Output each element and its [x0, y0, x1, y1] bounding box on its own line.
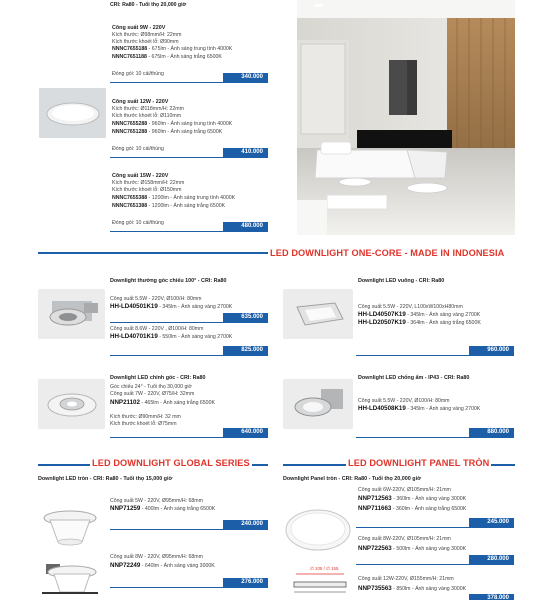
global-model-2: NNP72249 - 640lm - Ánh sáng vàng 3000K: [110, 562, 215, 569]
global-downlight-side-icon: [38, 558, 103, 600]
price-rule: [110, 355, 268, 356]
section-heading-onecore: LED DOWNLIGHT ONE-CORE - MADE IN INDONESIA: [270, 248, 505, 258]
product-photo: [39, 88, 106, 138]
product-photo: [283, 289, 353, 339]
onecore-b-model-2: HH-LD20507K19 - 364lm - Ánh sáng trắng 6500K: [358, 319, 481, 326]
global-spec-2: Công suất 8W - 220V, Ø95mm/H: 68mm: [110, 554, 203, 560]
top-p1-cutout: Kích thước khoét lỗ: Ø90mm: [112, 39, 179, 45]
diagram-label: ∅ 105 / ∅ 155: [310, 566, 339, 571]
price-rule: [356, 437, 514, 438]
living-room-image: [297, 0, 515, 235]
price-badge: 960.000: [469, 346, 514, 355]
onecore-a-spec-1: Công suất 5.5W - 220V, Ø100/H: 80mm: [110, 296, 202, 302]
price-rule: [356, 564, 514, 565]
price-badge: 635.000: [223, 313, 268, 322]
global-model-1: NNP71259 - 400lm - Ánh sáng trắng 6500K: [110, 505, 216, 512]
price-rule: [110, 322, 268, 323]
onecore-d-title: Downlight LED chống ẩm - IP43 - CRI: Ra80: [358, 375, 470, 381]
panel-dimension-diagram: [288, 568, 352, 598]
price-badge: 640.000: [223, 428, 268, 437]
top-p3-size: Kích thước: Ø158mm/H: 22mm: [112, 180, 185, 186]
price-rule: [110, 437, 268, 438]
price-badge: 280.000: [469, 555, 514, 564]
section-heading-global: LED DOWNLIGHT GLOBAL SERIES: [92, 458, 250, 468]
adjustable-downlight-icon: [38, 379, 105, 429]
price-rule: [356, 527, 514, 528]
top-p3-model-2: NNNC7651388 - 1200lm - Ánh sáng trắng 6500K: [112, 203, 226, 209]
onecore-c-spec-1: Góc chiếu 24° - Tuổi thọ 30,000 giờ: [110, 384, 192, 390]
moisture-proof-downlight-icon: [283, 379, 353, 429]
price-badge: 825.000: [223, 346, 268, 355]
panel-spec-1: Công suất 6W-220V, Ø105mm/H: 21mm: [358, 487, 451, 493]
global-title: Downlight LED tròn - CRI: Ra80 - Tuổi thọ 15,000 giờ: [38, 476, 173, 482]
top-header: CRI: Ra80 - Tuổi thọ 20,000 giờ: [110, 2, 187, 8]
onecore-c-cutout: Kích thước khoét lỗ: Ø75mm: [110, 421, 177, 427]
top-p2-size: Kích thước: Ø118mm/H: 22mm: [112, 106, 184, 112]
price-rule: [110, 587, 268, 588]
onecore-b-title: Downlight LED vuông - CRI: Ra80: [358, 278, 445, 284]
onecore-b-spec-1: Công suất 5.5W - 220V, L100xW100xH80mm: [358, 304, 463, 310]
section-heading-panel: LED DOWNLIGHT PANEL TRÒN: [348, 458, 490, 468]
price-rule: [110, 82, 268, 83]
price-badge: 340.000: [223, 73, 268, 82]
downlight-icon: [38, 289, 105, 339]
section-rule: [38, 252, 288, 254]
onecore-a-title: Downlight thường góc chiếu 100° - CRI: Ra80: [110, 278, 227, 284]
top-p3-cutout: Kích thước khoét lỗ: Ø150mm: [112, 187, 182, 193]
global-downlight-icon: [38, 502, 103, 552]
interior-photo: [297, 0, 515, 235]
onecore-d-spec-1: Công suất 5.5W - 220V, Ø100/H: 80mm: [358, 398, 450, 404]
panel-title: Downlight Panel tròn - CRI: Ra80 - Tuổi thọ 20,000 giờ: [283, 476, 421, 482]
price-rule: [356, 355, 514, 356]
panel-model-1: NNP712563 - 360lm - Ánh sáng vàng 3000K: [358, 495, 467, 502]
product-photo: [38, 289, 105, 339]
onecore-c-spec-2: Công suất 7W - 220V, Ø75/H: 32mm: [110, 391, 195, 397]
top-p1-model-2: NNNC7651188 - 675lm - Ánh sáng trắng 6500K: [112, 54, 222, 60]
global-spec-1: Công suất 5W - 220V, Ø95mm/H: 68mm: [110, 498, 203, 504]
price-rule: [110, 529, 268, 530]
price-badge: 378.000: [469, 594, 514, 600]
price-badge: 880.000: [469, 428, 514, 437]
panel-model-3: NNP722563 - 500lm - Ánh sáng vàng 3000K: [358, 545, 467, 552]
top-p1-model-1: NNNC7655188 - 675lm - Ánh sáng trung tính 4000K: [112, 46, 233, 52]
onecore-c-title: Downlight LED chỉnh góc - CRI: Ra80: [110, 375, 206, 381]
top-p1-title: Công suất 9W - 220V: [112, 25, 166, 31]
product-photo: [283, 379, 353, 429]
top-p2-model-2: NNNC7651288 - 960lm - Ánh sáng trắng 6500K: [112, 129, 223, 135]
top-p1-size: Kích thước: Ø98mm/H: 22mm: [112, 32, 182, 38]
onecore-a-model-1: HH-LD40501K19 - 345lm - Ánh sáng vàng 2700K: [110, 303, 233, 310]
price-badge: 240.000: [223, 520, 268, 529]
round-panel-icon: [39, 88, 106, 138]
price-rule: [110, 231, 268, 232]
top-p2-title: Công suất 12W - 220V: [112, 99, 169, 105]
top-p3-model-1: NNNC7655388 - 1200lm - Ánh sáng trung tính 4000K: [112, 195, 236, 201]
top-p2-model-1: NNNC7655288 - 960lm - Ánh sáng trung tính 4000K: [112, 121, 233, 127]
price-badge: 245.000: [469, 518, 514, 527]
top-p3-pack: Đóng gói: 10 cái/thùng: [112, 220, 164, 226]
price-rule: [110, 157, 268, 158]
onecore-c-model-1: NNP21102 - 465lm - Ánh sáng trắng 6500K: [110, 399, 215, 406]
product-photo: [283, 502, 353, 560]
onecore-a-model-2: HH-LD40701K19 - 550lm - Ánh sáng vàng 2700K: [110, 333, 233, 340]
square-downlight-icon: [283, 289, 353, 339]
onecore-b-model-1: HH-LD40507K19 - 345lm - Ánh sáng vàng 2700K: [358, 311, 481, 318]
panel-model-4: NNP735563 - 850lm - Ánh sáng vàng 3000K: [358, 585, 467, 592]
product-photo: [38, 502, 103, 552]
price-badge: 480.000: [223, 222, 268, 231]
top-p2-cutout: Kích thước khoét lỗ: Ø110mm: [112, 113, 182, 119]
panel-spec-2: Công suất 8W-220V, Ø105mm/H: 21mm: [358, 536, 451, 542]
top-p2-pack: Đóng gói: 10 cái/thùng: [112, 146, 164, 152]
price-badge: 276.000: [223, 578, 268, 587]
top-p3-title: Công suất 15W - 220V: [112, 173, 169, 179]
onecore-d-model-1: HH-LD40508K19 - 345lm - Ánh sáng vàng 2700K: [358, 405, 481, 412]
panel-spec-3: Công suất 12W-220V, Ø155mm/H: 21mm: [358, 576, 454, 582]
panel-model-2: NNP711663 - 360lm - Ánh sáng trắng 6500K: [358, 505, 467, 512]
panel-round-icon: [283, 502, 353, 560]
product-photo: [38, 558, 103, 600]
onecore-c-size: Kích thước: Ø90mm/H: 32 mm: [110, 414, 181, 420]
price-badge: 410.000: [223, 148, 268, 157]
onecore-a-spec-2: Công suất 8.6W - 220V , Ø100/H: 80mm: [110, 326, 204, 332]
product-photo: [38, 379, 105, 429]
top-p1-pack: Đóng gói: 10 cái/thùng: [112, 71, 164, 77]
